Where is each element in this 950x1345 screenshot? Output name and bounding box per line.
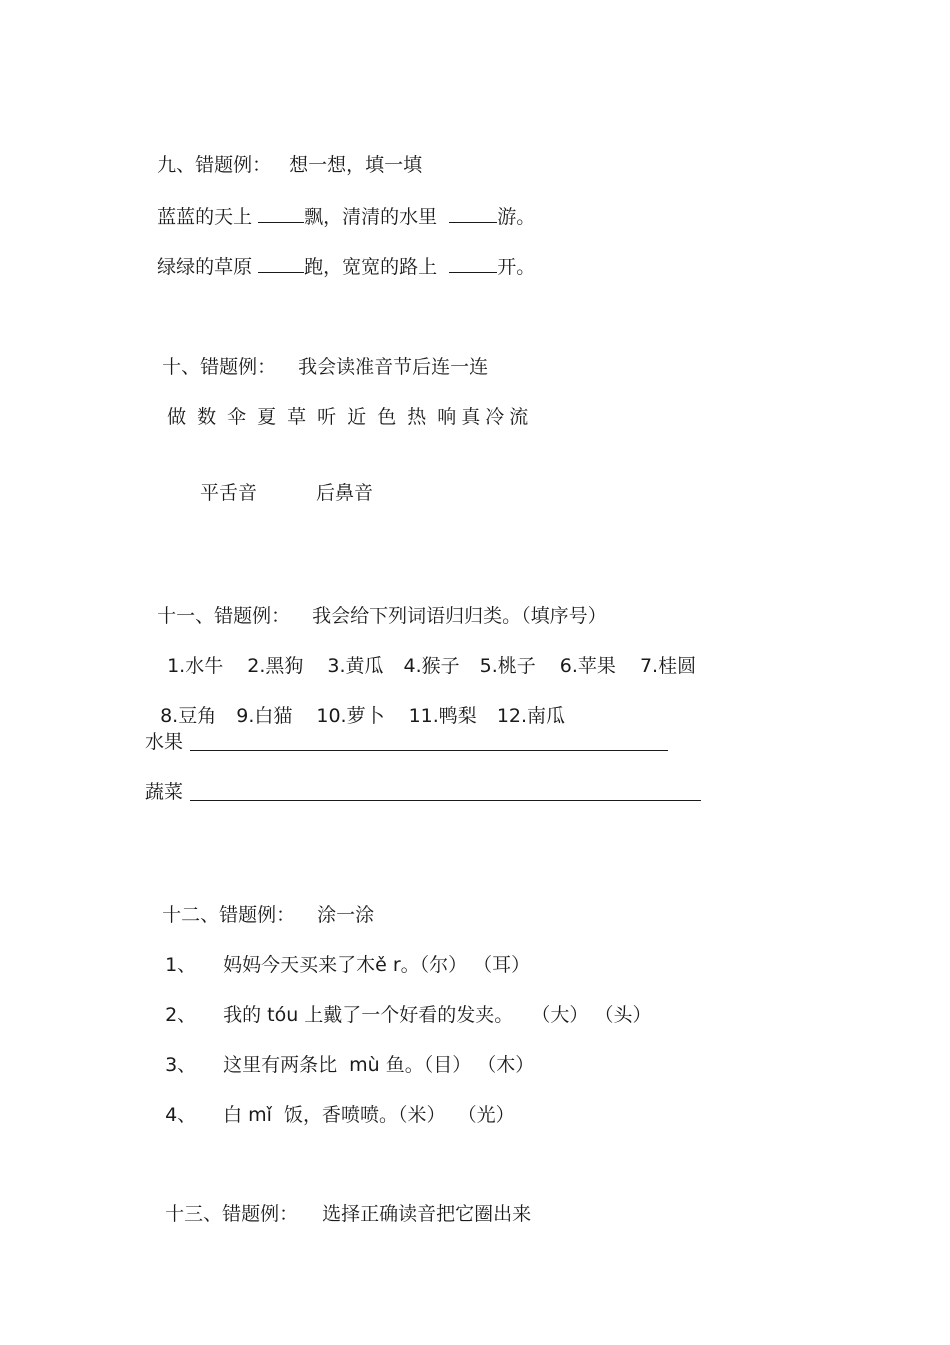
character[interactable]: 伞 bbox=[227, 406, 247, 428]
section-11-items-row-1 bbox=[155, 630, 696, 678]
section-13-task: 选择正确读音把它圈出来 bbox=[322, 1203, 532, 1225]
section-11-label: 十一、错题例： bbox=[157, 605, 291, 627]
word-item: 6.苹果 bbox=[559, 655, 616, 677]
question-number: 3、 bbox=[165, 1054, 197, 1076]
fill-blank[interactable] bbox=[258, 254, 304, 273]
section-11-title bbox=[145, 580, 607, 628]
word-item: 4.猴子 bbox=[403, 655, 460, 677]
fill-blank[interactable] bbox=[449, 204, 497, 223]
section-11-task: 我会给下列词语归归类。（填序号） bbox=[312, 605, 607, 627]
question-number: 1、 bbox=[165, 954, 197, 976]
section-9-task: 想一想，填一填 bbox=[289, 154, 423, 176]
word-item: 12.南瓜 bbox=[496, 705, 566, 727]
fill-blank[interactable] bbox=[258, 204, 304, 223]
text-fragment: 飘，清清的水里 bbox=[304, 206, 438, 228]
text-fragment: 绿绿的草原 bbox=[157, 256, 253, 278]
question-2 bbox=[153, 979, 651, 1027]
question-number: 4、 bbox=[165, 1104, 197, 1126]
character[interactable]: 色 bbox=[377, 406, 397, 428]
character[interactable]: 热 bbox=[407, 406, 427, 428]
word-item: 11.鸭梨 bbox=[408, 705, 477, 727]
section-13-label: 十三、错题例： bbox=[165, 1203, 299, 1225]
question-text[interactable]: 白 mǐ 饭，香喷喷。（米） （光） bbox=[223, 1104, 515, 1126]
character[interactable]: 响 bbox=[437, 406, 457, 428]
question-4 bbox=[153, 1079, 515, 1127]
section-9-title bbox=[145, 129, 422, 177]
section-12-label: 十二、错题例： bbox=[162, 904, 296, 926]
text-fragment: 游。 bbox=[497, 206, 536, 228]
section-12-task: 涂一涂 bbox=[317, 904, 375, 926]
section-10-task: 我会读准音节后连一连 bbox=[298, 356, 489, 378]
question-text[interactable]: 这里有两条比 mù 鱼。（目） （木） bbox=[223, 1054, 535, 1076]
section-12-title bbox=[150, 879, 374, 927]
section-10-label: 十、错题例： bbox=[162, 356, 277, 378]
character[interactable]: 数 bbox=[197, 406, 217, 428]
question-text[interactable]: 妈妈今天买来了木ě r。（尔） （耳） bbox=[223, 954, 531, 976]
section-11-items-row-2 bbox=[148, 680, 565, 728]
vegetable-answer-line[interactable] bbox=[190, 800, 701, 801]
character[interactable]: 真 bbox=[461, 406, 481, 428]
question-3 bbox=[153, 1029, 534, 1077]
fill-blank[interactable] bbox=[449, 254, 497, 273]
character[interactable]: 近 bbox=[347, 406, 367, 428]
section-9-line-1 bbox=[145, 180, 535, 229]
section-9-label: 九、错题例： bbox=[157, 154, 272, 176]
word-item: 8.豆角 bbox=[160, 705, 217, 727]
text-fragment: 蓝蓝的天上 bbox=[157, 206, 253, 228]
section-9-line-2 bbox=[145, 230, 535, 279]
section-13-title bbox=[153, 1178, 531, 1226]
character[interactable]: 夏 bbox=[257, 406, 277, 428]
text-fragment: 开。 bbox=[497, 256, 536, 278]
fruit-answer-line[interactable] bbox=[190, 750, 668, 751]
character[interactable]: 冷 bbox=[485, 406, 505, 428]
question-number: 2、 bbox=[165, 1004, 197, 1026]
word-item: 3.黄瓜 bbox=[327, 655, 384, 677]
word-item: 10.萝卜 bbox=[316, 705, 385, 727]
question-1 bbox=[153, 929, 530, 977]
character[interactable]: 流 bbox=[509, 406, 529, 428]
text-fragment: 跑，宽宽的路上 bbox=[304, 256, 438, 278]
word-item: 9.白猫 bbox=[236, 705, 293, 727]
question-text[interactable]: 我的 tóu 上戴了一个好看的发夹。 （大） （头） bbox=[223, 1004, 652, 1026]
word-item: 5.桃子 bbox=[479, 655, 536, 677]
character[interactable]: 草 bbox=[287, 406, 307, 428]
fruit-label: 水果 bbox=[145, 731, 184, 753]
character[interactable]: 做 bbox=[167, 406, 187, 428]
word-item: 1.水牛 bbox=[167, 655, 224, 677]
section-10-characters bbox=[155, 381, 539, 429]
character[interactable]: 听 bbox=[317, 406, 337, 428]
word-item: 2.黑狗 bbox=[247, 655, 304, 677]
word-item: 7.桂圆 bbox=[639, 655, 697, 677]
section-10-title bbox=[150, 331, 488, 379]
category-back-nasal[interactable]: 后鼻音 bbox=[316, 482, 374, 504]
vegetable-label: 蔬菜 bbox=[145, 781, 184, 803]
category-flat-tongue[interactable]: 平舌音 bbox=[200, 482, 258, 504]
